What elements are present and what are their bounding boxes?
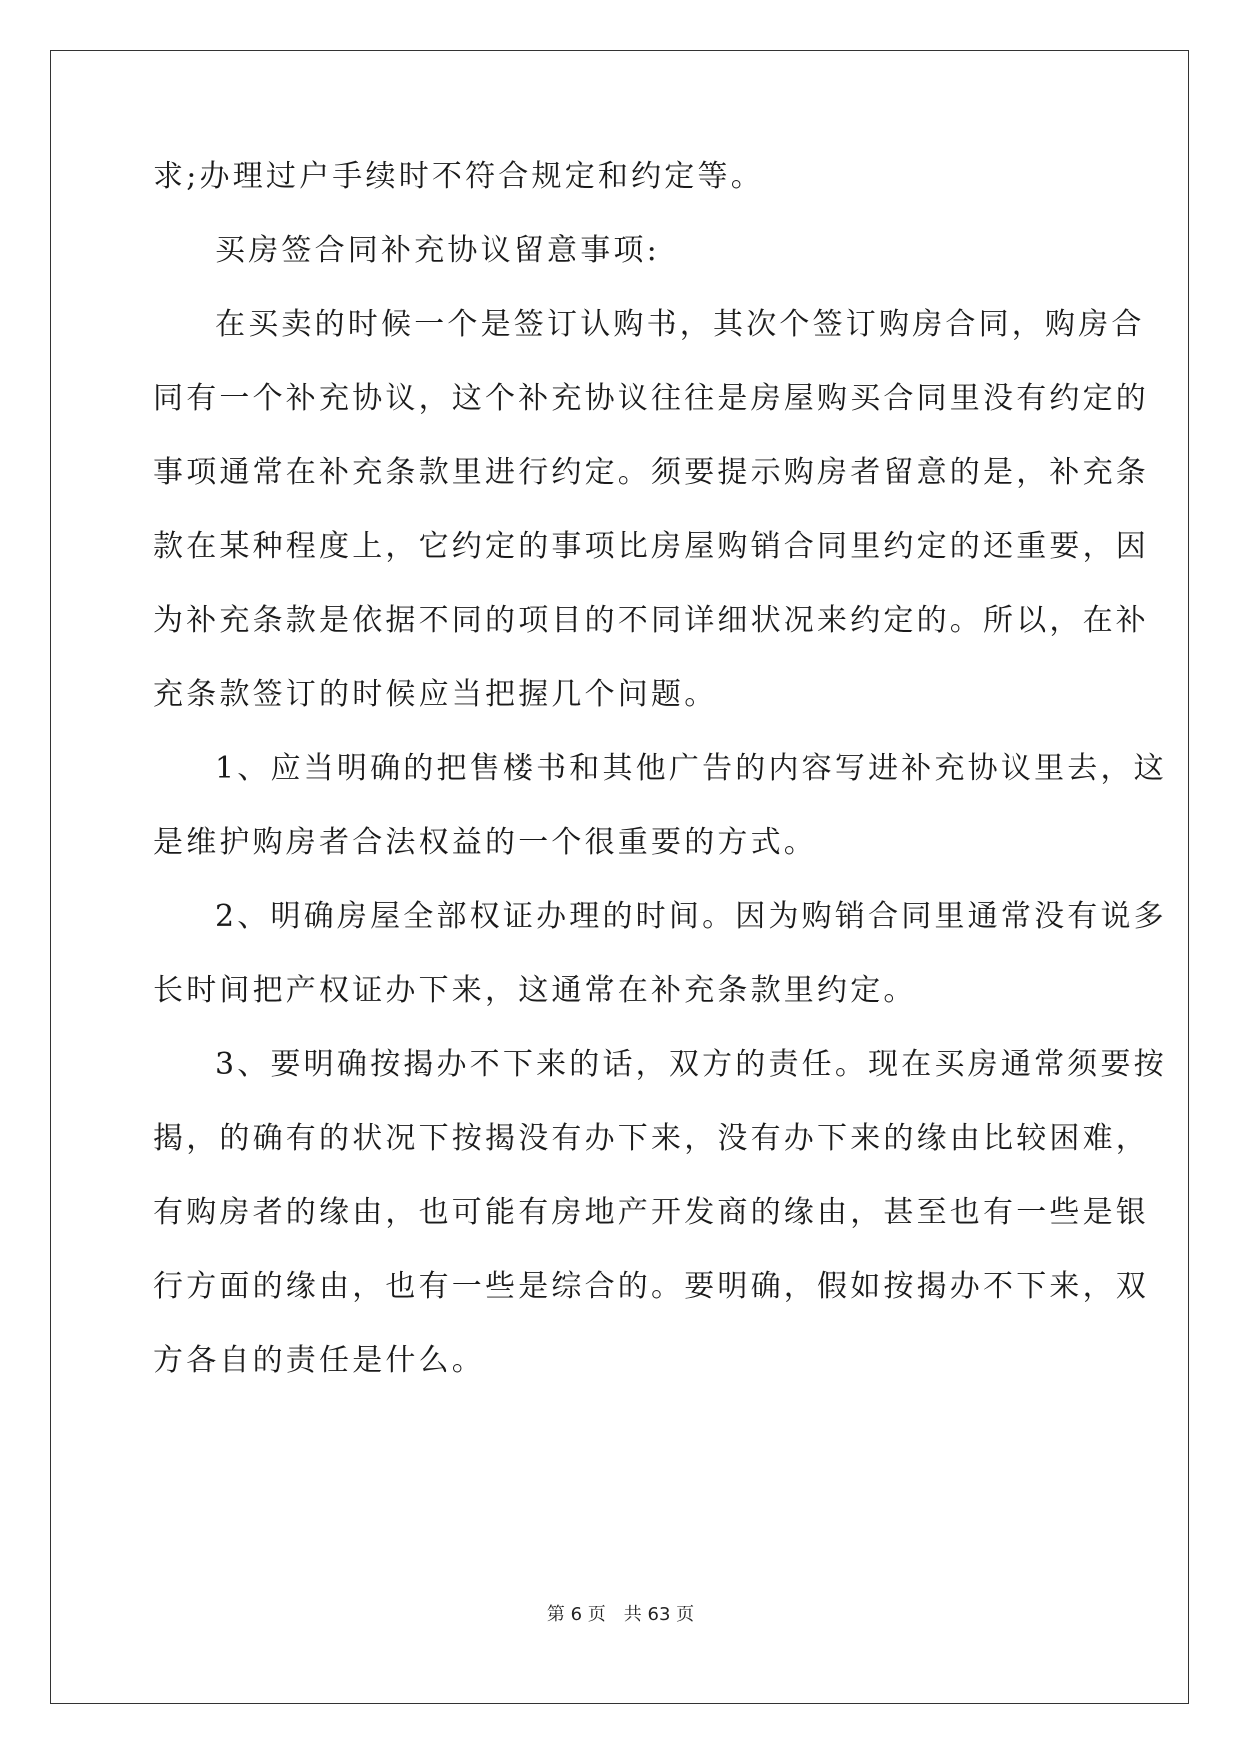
text-line: 行方面的缘由，也有一些是综合的。要明确，假如按揭办不下来，双	[153, 1269, 1149, 1304]
text-line: 有购房者的缘由，也可能有房地产开发商的缘由，甚至也有一些是银	[153, 1195, 1149, 1230]
text-line: 揭，的确有的状况下按揭没有办下来，没有办下来的缘由比较困难，	[153, 1121, 1149, 1156]
page-footer	[0, 1603, 1241, 1627]
text-line: 款在某种程度上，它约定的事项比房屋购销合同里约定的还重要，因	[153, 529, 1149, 564]
text-line: 3、要明确按揭办不下来的话，双方的责任。现在买房通常须要按	[215, 1047, 1167, 1082]
text-line: 同有一个补充协议，这个补充协议往往是房屋购买合同里没有约定的	[153, 381, 1149, 416]
text-line: 2、明确房屋全部权证办理的时间。因为购销合同里通常没有说多	[215, 899, 1167, 934]
page-number: 第 6 页	[546, 1604, 606, 1625]
text-line: 1、应当明确的把售楼书和其他广告的内容写进补充协议里去，这	[215, 751, 1167, 786]
text-line: 求;办理过户手续时不符合规定和约定等。	[153, 159, 764, 194]
text-line: 为补充条款是依据不同的项目的不同详细状况来约定的。所以，在补	[153, 603, 1149, 638]
text-line: 事项通常在补充条款里进行约定。须要提示购房者留意的是，补充条	[153, 455, 1149, 490]
page-total: 共 63 页	[623, 1604, 695, 1625]
text-line: 是维护购房者合法权益的一个很重要的方式。	[153, 825, 817, 860]
page-border	[50, 50, 1189, 1704]
section-heading: 买房签合同补充协议留意事项:	[215, 233, 660, 268]
text-line: 方各自的责任是什么。	[153, 1343, 485, 1378]
text-line: 充条款签订的时候应当把握几个问题。	[153, 677, 718, 712]
text-line: 在买卖的时候一个是签订认购书，其次个签订购房合同，购房合	[215, 307, 1145, 342]
text-line: 长时间把产权证办下来，这通常在补充条款里约定。	[153, 973, 917, 1008]
